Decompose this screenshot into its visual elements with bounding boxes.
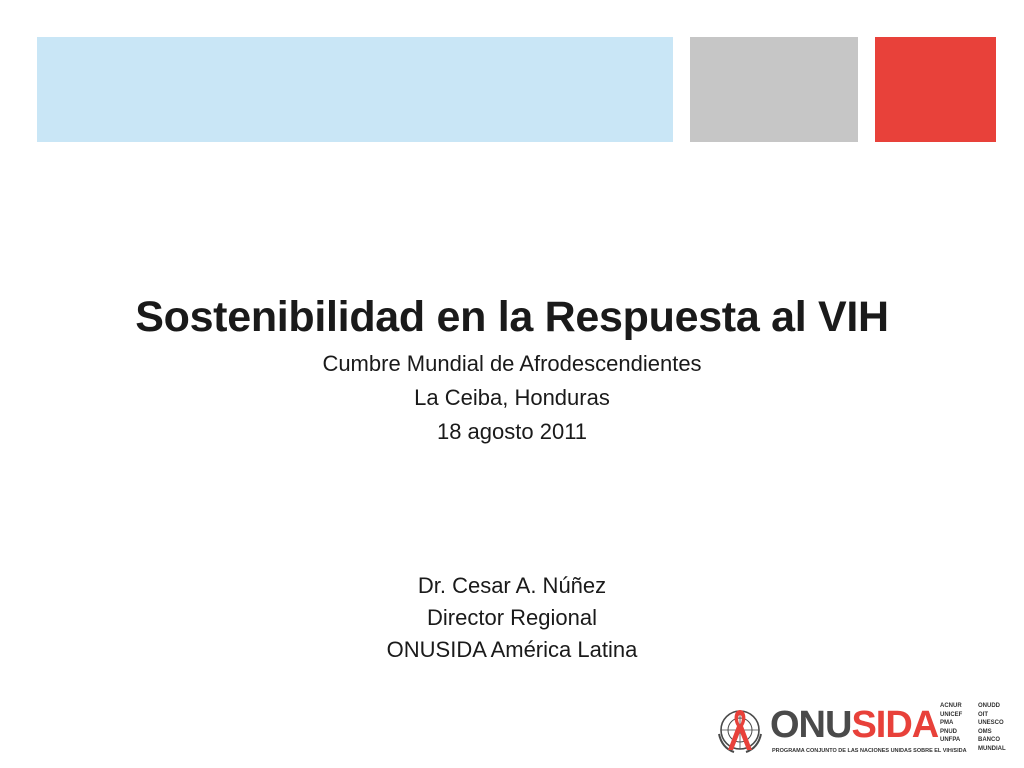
author-name: Dr. Cesar A. Núñez — [417, 573, 607, 598]
slide-title: Sostenibilidad en la Respuesta al VIH — [135, 293, 889, 341]
logo-word-sida: SIDA — [851, 704, 939, 746]
subtitle-line-date: 18 agosto 2011 — [436, 419, 588, 444]
cosponsor-label: UNFPA — [940, 737, 961, 743]
subtitle-line-event: Cumbre Mundial de Afrodescendientes — [322, 351, 702, 376]
logo-wordmark — [770, 704, 938, 746]
cosponsor-label: PMA — [940, 720, 954, 726]
header-bar-gray — [690, 37, 858, 142]
cosponsor-label: ONUDD — [978, 703, 1000, 709]
cosponsor-label: UNESCO — [978, 720, 1004, 726]
cosponsor-label: OIT — [978, 711, 988, 718]
author-role: Director Regional — [427, 605, 597, 630]
cosponsor-label: BANCO MUNDIAL — [978, 737, 1006, 752]
header-bar-blue — [37, 37, 673, 142]
cosponsors-col-1 — [940, 702, 962, 745]
logo-word-onu: ONU — [770, 704, 852, 746]
title-block — [0, 287, 1024, 449]
author-organization: ONUSIDA América Latina — [386, 637, 638, 662]
cosponsor-label: PNUD — [940, 728, 958, 735]
author-block — [0, 570, 1024, 666]
un-emblem-red-ribbon-icon — [714, 704, 766, 756]
cosponsor-label: ACNUR — [940, 703, 962, 709]
header-bar-red — [875, 37, 996, 142]
logo-tagline: PROGRAMA CONJUNTO DE LAS NACIONES UNIDAS SOBRE EL VIH/SIDA — [772, 748, 967, 754]
subtitle-line-location: La Ceiba, Honduras — [414, 385, 610, 410]
cosponsors-col-2 — [978, 702, 1024, 753]
cosponsor-label: UNICEF — [940, 711, 963, 718]
cosponsor-label: OMS — [978, 728, 992, 735]
onusida-logo — [714, 702, 1024, 762]
